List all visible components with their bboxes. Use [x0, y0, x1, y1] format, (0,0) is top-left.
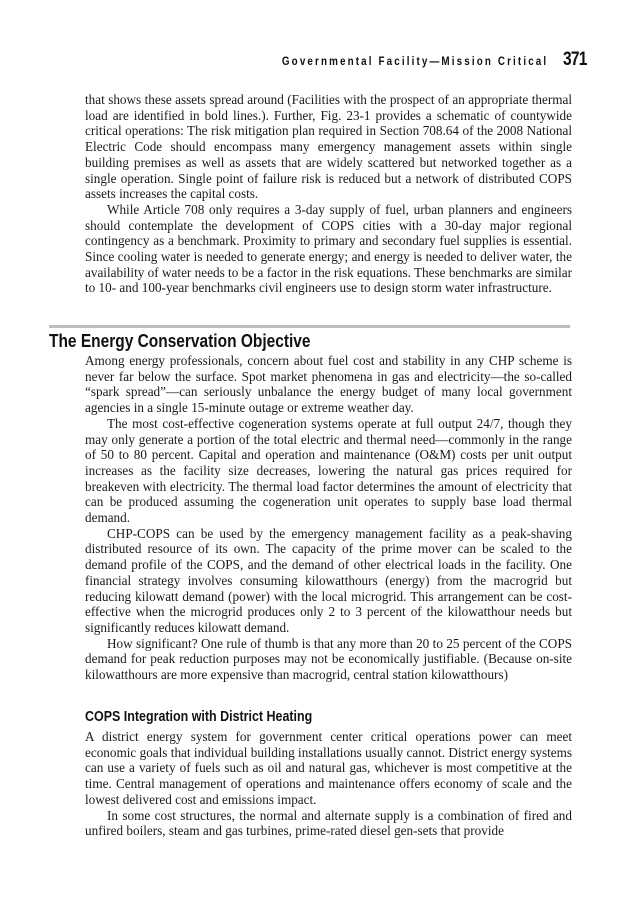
section-energy-conservation-text [85, 353, 572, 683]
section-intro-text [85, 92, 572, 296]
paragraph: that shows these assets spread around (Facilities with the prospect of an appropriate thermal load are identified in bold lines.). Further, Fig. 23-1 provides a schematic of countywide critical operations: The risk mitigation plan required in Section 708.64 of the 2008 National Electric Code should encompass many emergency management assets within single building premises as well as assets that are widely scattered but networked together as a single operation. Single point of failure risk is reduced but a network of distributed COPS assets increases the capital costs. [85, 92, 572, 202]
section-divider [49, 325, 570, 328]
running-head-title: Governmental Facility—Mission Critical [282, 54, 549, 68]
paragraph: In some cost structures, the normal and alternate supply is a combination of fired and unfired boilers, steam and gas turbines, prime-rated diesel gen-sets that provide [85, 807, 572, 839]
paragraph: A district energy system for government center critical operations power can meet economic goals that individual building installations usually cannot. District energy systems can use a variety of fuels such as oil and natural gas, whichever is most competitive at the time. Central management of operations and maintenance offers economy of scale and the lowest delivered cost and emissions impact. [85, 729, 572, 807]
paragraph: CHP-COPS can be used by the emergency management facility as a peak-shaving distributed resource of its own. The capacity of the prime mover can be scaled to the demand profile of the COPS, and the demand of other electrical loads in the facility. One financial strategy involves consuming kilowatthours (energy) from the macrogrid but reducing kilowatt demand (power) with the local microgrid. This arrangement can be cost-effective when the microgrid produces only 2 to 3 percent of the kilowatthour needs but significantly reduces kilowatt demand. [85, 525, 572, 635]
section-heading: The Energy Conservation Objective [49, 331, 311, 351]
subsection-heading: COPS Integration with District Heating [85, 709, 313, 725]
page-number: 371 [563, 49, 587, 70]
section-district-heating-text [85, 729, 572, 839]
paragraph: While Article 708 only requires a 3-day supply of fuel, urban planners and engineers should contemplate the development of COPS cities with a 30-day major regional contingency as a benchmark. Proximity to primary and secondary fuel supplies is essential. Since cooling water is needed to generate energy; and energy is needed to deliver water, the availability of water needs to be a factor in the risk equations. These benchmarks are similar to 10- and 100-year benchmarks civil engineers use to design storm water infrastructure. [85, 201, 572, 296]
paragraph: Among energy professionals, concern about fuel cost and stability in any CHP scheme is never far below the surface. Spot market phenomena in gas and electricity—the so-called “spark spread”—can seriously unbalance the energy budget of many local government agencies in a single 15-minute outage or extreme weather day. [85, 353, 572, 416]
paragraph: How significant? One rule of thumb is that any more than 20 to 25 percent of the COPS demand for peak reduction purposes may not be economically justifiable. (Because on-site kilowatthours are more expensive than macrogrid, central station kilowatthours) [85, 635, 572, 683]
paragraph: The most cost-effective cogeneration systems operate at full output 24/7, though they may only generate a portion of the total electric and thermal need—commonly in the range of 50 to 80 percent. Capital and operation and maintenance (O&M) costs per unit output increases as the facility size decreases, lowering the natural gas prices required for breakeven with electricity. The thermal load factor determines the amount of electricity that can be produced assuming the cogeneration unit operates to supply base load thermal demand. [85, 415, 572, 526]
running-head [282, 49, 587, 71]
